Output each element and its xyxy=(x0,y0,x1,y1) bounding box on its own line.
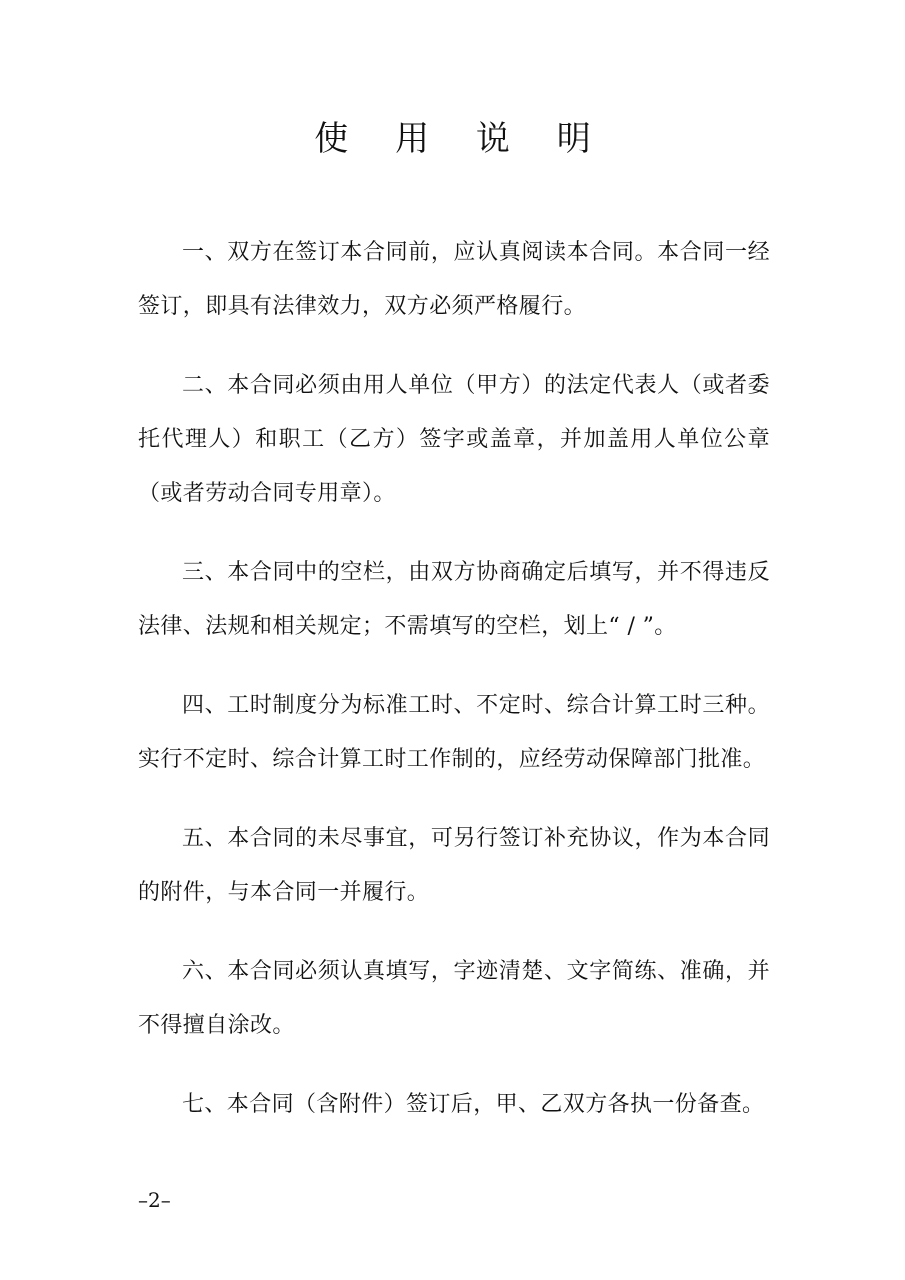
page-title: 使 用 说 明 xyxy=(314,119,609,159)
paragraph-1: 一、双方在签订本合同前，应认真阅读本合同。本合同一经签订，即具有法律效力，双方必须严格履行。 xyxy=(138,240,770,319)
paragraph-5: 五、本合同的未尽事宜，可另行签订补充协议，作为本合同的附件，与本合同一并履行。 xyxy=(138,826,770,905)
paragraph-7: 七、本合同（含附件）签订后，甲、乙双方各执一份备查。 xyxy=(182,1092,765,1117)
paragraph-3: 三、本合同中的空栏，由双方协商确定后填写，并不得违反法律、法规和相关规定；不需填写的空栏，划上“ / ”。 xyxy=(138,560,770,639)
instructions-body xyxy=(138,226,770,1157)
paragraph-6: 六、本合同必须认真填写，字迹清楚、文字简练、准确，并不得擅自涂改。 xyxy=(138,959,770,1038)
page-number: –2– xyxy=(138,1188,171,1212)
paragraph-4: 四、工时制度分为标准工时、不定时、综合计算工时三种。实行不定时、综合计算工时工作制的，应经劳动保障部门批准。 xyxy=(138,693,770,772)
paragraph-2: 二、本合同必须由用人单位（甲方）的法定代表人（或者委托代理人）和职工（乙方）签字或盖章，并加盖用人单位公章（或者劳动合同专用章）。 xyxy=(138,373,770,506)
